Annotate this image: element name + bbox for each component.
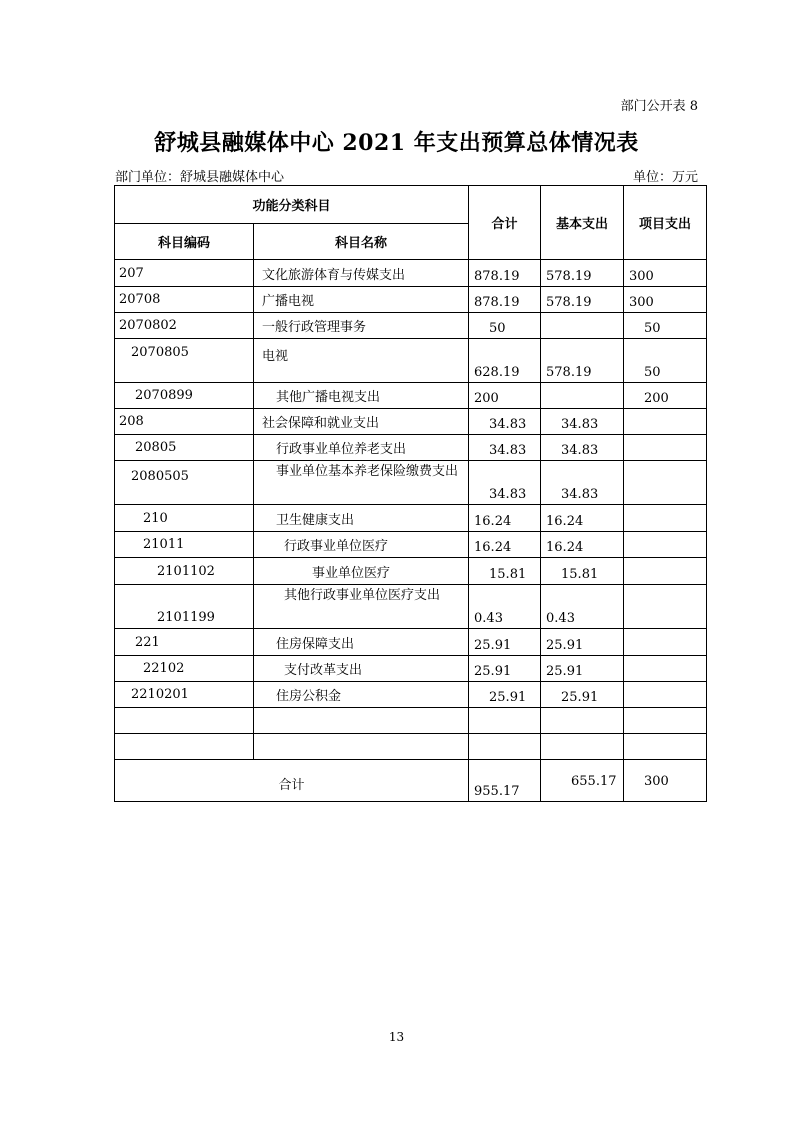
- row-basic: 25.91: [541, 656, 624, 682]
- row-basic: 578.19: [541, 260, 624, 287]
- row-project: 200: [624, 383, 707, 409]
- row-code: 207: [115, 260, 254, 287]
- row-project: 300: [624, 287, 707, 313]
- row-code: 2210201: [115, 682, 254, 708]
- table-row: [115, 339, 707, 383]
- row-code: 21011: [115, 532, 254, 558]
- row-total: 34.83: [469, 461, 541, 505]
- row-total: 15.81: [469, 558, 541, 585]
- row-name: 事业单位医疗: [254, 558, 469, 585]
- row-total: 0.43: [469, 585, 541, 629]
- table-row: [115, 532, 707, 558]
- row-basic: 578.19: [541, 339, 624, 383]
- row-code: 2070802: [115, 313, 254, 339]
- row-project: [624, 558, 707, 585]
- row-total: 50: [469, 313, 541, 339]
- row-basic: 34.83: [541, 435, 624, 461]
- row-code: 20805: [115, 435, 254, 461]
- row-basic: 25.91: [541, 682, 624, 708]
- currency-unit: 单位：万元: [632, 170, 698, 185]
- row-name: 电视: [254, 339, 469, 383]
- table-row: [115, 585, 707, 629]
- row-total: 878.19: [469, 260, 541, 287]
- row-basic: 578.19: [541, 287, 624, 313]
- table-row: [115, 313, 707, 339]
- header-total: 合计: [469, 186, 541, 260]
- row-project: [624, 505, 707, 532]
- row-name: 一般行政管理事务: [254, 313, 469, 339]
- table-row: [115, 260, 707, 287]
- row-project: [624, 435, 707, 461]
- row-basic: 16.24: [541, 532, 624, 558]
- table-row: [115, 558, 707, 585]
- row-project: [624, 461, 707, 505]
- row-basic: 0.43: [541, 585, 624, 629]
- table-row: [115, 287, 707, 313]
- page-number: 13: [388, 1030, 405, 1044]
- row-project: 50: [624, 339, 707, 383]
- row-basic: [541, 313, 624, 339]
- header-basic: 基本支出: [541, 186, 624, 260]
- table-row: [115, 383, 707, 409]
- total-row: [115, 760, 707, 802]
- row-name: 社会保障和就业支出: [254, 409, 469, 435]
- row-code: 2101199: [115, 585, 254, 629]
- row-name: 住房公积金: [254, 682, 469, 708]
- row-basic: 15.81: [541, 558, 624, 585]
- row-basic: 34.83: [541, 461, 624, 505]
- row-code: 2080505: [115, 461, 254, 505]
- row-name: 事业单位基本养老保险缴费支出: [254, 461, 469, 505]
- row-total: 25.91: [469, 629, 541, 656]
- row-total: 200: [469, 383, 541, 409]
- row-code: 208: [115, 409, 254, 435]
- row-total: 25.91: [469, 682, 541, 708]
- total-label: 合计: [115, 760, 469, 802]
- row-code: 2070805: [115, 339, 254, 383]
- header-project: 项目支出: [624, 186, 707, 260]
- row-name: 支付改革支出: [254, 656, 469, 682]
- row-code: 221: [115, 629, 254, 656]
- table-row: [115, 409, 707, 435]
- department-unit: 部门单位：舒城县融媒体中心: [115, 170, 285, 185]
- total-basic: 655.17: [541, 760, 624, 802]
- row-basic: [541, 383, 624, 409]
- row-code: 2070899: [115, 383, 254, 409]
- row-project: [624, 629, 707, 656]
- table-row: [115, 505, 707, 532]
- row-project: [624, 585, 707, 629]
- row-project: [624, 532, 707, 558]
- row-name: 住房保障支出: [254, 629, 469, 656]
- table-row: [115, 629, 707, 656]
- row-code: 20708: [115, 287, 254, 313]
- row-code: 210: [115, 505, 254, 532]
- row-total: 16.24: [469, 532, 541, 558]
- empty-row: [115, 734, 707, 760]
- row-name: 卫生健康支出: [254, 505, 469, 532]
- table-row: [115, 435, 707, 461]
- row-project: 50: [624, 313, 707, 339]
- row-total: 878.19: [469, 287, 541, 313]
- total-sum: 955.17: [469, 760, 541, 802]
- row-name: 行政事业单位养老支出: [254, 435, 469, 461]
- row-total: 34.83: [469, 409, 541, 435]
- table-row: [115, 682, 707, 708]
- total-project: 300: [624, 760, 707, 802]
- row-name: 文化旅游体育与传媒支出: [254, 260, 469, 287]
- row-project: [624, 682, 707, 708]
- row-basic: 16.24: [541, 505, 624, 532]
- row-code: 2101102: [115, 558, 254, 585]
- row-name: 行政事业单位医疗: [254, 532, 469, 558]
- table-number-tag: 部门公开表 8: [620, 99, 698, 114]
- empty-row: [115, 708, 707, 734]
- row-basic: 34.83: [541, 409, 624, 435]
- table-row: [115, 461, 707, 505]
- row-code: 22102: [115, 656, 254, 682]
- row-name: 其他广播电视支出: [254, 383, 469, 409]
- row-name: 其他行政事业单位医疗支出: [254, 585, 469, 629]
- header-function-category: 功能分类科目: [115, 186, 469, 224]
- row-total: 25.91: [469, 656, 541, 682]
- row-basic: 25.91: [541, 629, 624, 656]
- page-title: 舒城县融媒体中心 2021 年支出预算总体情况表: [154, 130, 639, 156]
- table-row: [115, 656, 707, 682]
- header-code: 科目编码: [115, 224, 254, 260]
- row-total: 628.19: [469, 339, 541, 383]
- row-project: [624, 656, 707, 682]
- row-project: 300: [624, 260, 707, 287]
- budget-table: [114, 185, 707, 802]
- row-total: 34.83: [469, 435, 541, 461]
- row-name: 广播电视: [254, 287, 469, 313]
- row-total: 16.24: [469, 505, 541, 532]
- header-name: 科目名称: [254, 224, 469, 260]
- row-project: [624, 409, 707, 435]
